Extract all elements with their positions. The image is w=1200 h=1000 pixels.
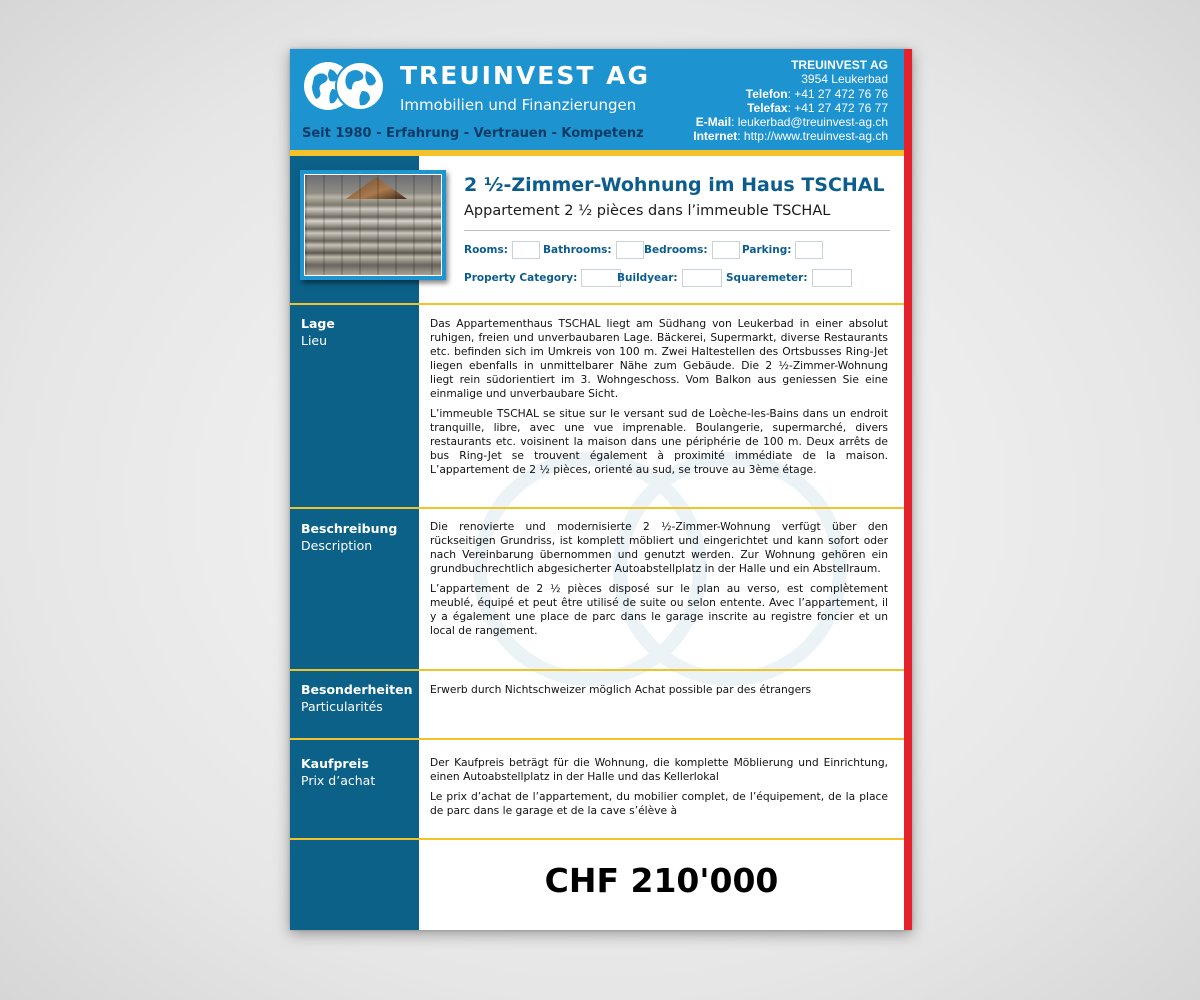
lage-title-de: Lage bbox=[301, 316, 335, 331]
email-value[interactable]: : leukerbad@treuinvest-ag.ch bbox=[731, 115, 888, 130]
phone-label: Telefon bbox=[745, 86, 788, 101]
field-bedrooms bbox=[644, 241, 740, 259]
phone-value: : +41 27 472 76 76 bbox=[787, 86, 888, 101]
rooms-input[interactable] bbox=[512, 241, 540, 259]
brand-subtitle: Immobilien und Finanzierungen bbox=[400, 96, 637, 114]
lage-paragraph-fr: L’immeuble TSCHAL se situe sur le versant sud de Loèche-les-Bains dans un endroit tranquille, libre, avec une vue imprenable. Boulangerie, supermarché, divers restaurants etc. voisinent la maison dans une périphérie de 100 m. Deux arrêts de bus Ring-Jet se trouvent également à proximité immédiate de la maison. L’appartement de 2 ½ pièces, orienté au sud, se trouve au 3ème étage. bbox=[430, 407, 888, 476]
section-divider bbox=[290, 838, 904, 840]
kaufpreis-title-fr: Prix d’achat bbox=[301, 773, 376, 788]
besonderheiten-title-fr: Particularités bbox=[301, 699, 383, 714]
field-buildyear bbox=[617, 269, 722, 287]
beschreibung-paragraph-fr: L’appartement de 2 ½ pièces disposé sur le plan au verso, est complètement meublé, équipé et peut être utilisé de suite ou selon entente. Avec l’appartement, il y a également une place de parc dans le garage inscrite au registre foncier et un local de rangement. bbox=[430, 582, 888, 637]
field-parking bbox=[742, 241, 823, 259]
section-head-lage bbox=[301, 315, 335, 349]
fax-label: Telefax bbox=[747, 100, 788, 115]
kaufpreis-paragraph-de: Der Kaufpreis beträgt für die Wohnung, die komplette Möblierung und Einrichtung, einen Autoabstellplatz in der Halle und das Kellerlokal bbox=[430, 756, 888, 783]
rooms-label: Rooms: bbox=[464, 244, 508, 256]
section-divider bbox=[290, 507, 904, 509]
price-value: CHF 210'000 bbox=[544, 861, 779, 900]
contact-phone-line bbox=[693, 87, 888, 101]
contact-block bbox=[693, 58, 888, 144]
buildyear-label: Buildyear: bbox=[617, 272, 678, 284]
field-squaremeter bbox=[726, 269, 852, 287]
listing-title: 2 ½-Zimmer-Wohnung im Haus TSCHAL bbox=[464, 174, 885, 196]
tagline: Seit 1980 - Erfahrung - Vertrauen - Kompetenz bbox=[302, 126, 644, 141]
title-divider bbox=[464, 230, 890, 231]
property-category-label: Property Category: bbox=[464, 272, 578, 284]
squaremeter-input[interactable] bbox=[812, 269, 852, 287]
section-divider bbox=[290, 738, 904, 740]
bathrooms-input[interactable] bbox=[616, 241, 644, 259]
listing-subtitle: Appartement 2 ½ pièces dans l’immeuble TSCHAL bbox=[464, 203, 831, 219]
section-body-besonderheiten bbox=[430, 683, 888, 703]
kaufpreis-paragraph-fr: Le prix d’achat de l’appartement, du mobilier complet, de l’équipement, de la place de parc dans le garage et de la cave s’élève à bbox=[430, 790, 888, 817]
contact-company: TREUINVEST AG bbox=[791, 58, 888, 72]
property-photo bbox=[304, 174, 442, 276]
lage-paragraph-de: Das Appartementhaus TSCHAL liegt am Südhang von Leukerbad in einer absolut ruhigen, freien und unverbaubaren Lage. Bäckerei, Supermarkt, diverse Restaurants etc. befinden sich im Umkreis von 100 m. Zwei Haltestellen des Ortsbusses Ring-Jet liegen ebenfalls in unmittelbarer Nähe zum Gebäude. Die 2 ½-Zimmer-Wohnung liegt rein südorientiert im 3. Wohngeschoss. Vom Balkon aus geniessen Sie eine einmalige und unverbaubare Sicht. bbox=[430, 317, 888, 400]
bedrooms-input[interactable] bbox=[712, 241, 740, 259]
section-body-beschreibung bbox=[430, 520, 888, 644]
squaremeter-label: Squaremeter: bbox=[726, 272, 808, 284]
web-value[interactable]: : http://www.treuinvest-ag.ch bbox=[737, 129, 888, 144]
buildyear-input[interactable] bbox=[682, 269, 722, 287]
header-banner bbox=[290, 49, 904, 150]
section-head-beschreibung bbox=[301, 520, 397, 554]
field-property-category bbox=[464, 269, 621, 287]
section-divider bbox=[290, 303, 904, 305]
bedrooms-label: Bedrooms: bbox=[644, 244, 708, 256]
kaufpreis-title-de: Kaufpreis bbox=[301, 756, 369, 771]
parking-input[interactable] bbox=[795, 241, 823, 259]
brand-name: TREUINVEST AG bbox=[400, 61, 650, 90]
flyer-sheet bbox=[290, 49, 912, 930]
field-rooms bbox=[464, 241, 540, 259]
contact-email-line bbox=[693, 115, 888, 129]
section-divider bbox=[290, 669, 904, 671]
fax-value: : +41 27 472 76 77 bbox=[787, 100, 888, 115]
field-bathrooms bbox=[543, 241, 644, 259]
beschreibung-title-de: Beschreibung bbox=[301, 521, 398, 536]
beschreibung-paragraph-de: Die renovierte und modernisierte 2 ½-Zimmer-Wohnung verfügt über den rückseitigen Grundriss, ist komplett möbliert und eingerichtet und kann sofort oder nach Vereinbarung übernommen und genutzt werden. Zur Wohnung gehören ein grundbuchrechtlich abgesicherter Autoabstellplatz in der Halle und ein Abstellraum. bbox=[430, 520, 888, 575]
contact-city: 3954 Leukerbad bbox=[801, 72, 888, 87]
lage-title-fr: Lieu bbox=[301, 333, 328, 348]
twin-globes-icon bbox=[302, 59, 388, 113]
email-label: E-Mail bbox=[695, 115, 732, 130]
section-body-lage bbox=[430, 317, 888, 483]
web-label: Internet bbox=[693, 129, 738, 144]
contact-fax-line bbox=[693, 101, 888, 115]
section-head-kaufpreis bbox=[301, 755, 375, 789]
besonderheiten-title-de: Besonderheiten bbox=[301, 682, 413, 697]
bathrooms-label: Bathrooms: bbox=[543, 244, 612, 256]
beschreibung-title-fr: Description bbox=[301, 538, 373, 553]
section-head-besonderheiten bbox=[301, 681, 413, 715]
property-category-input[interactable] bbox=[581, 269, 621, 287]
besonderheiten-paragraph: Erwerb durch Nichtschweizer möglich Achat possible par des étrangers bbox=[430, 683, 812, 696]
section-body-kaufpreis bbox=[430, 756, 888, 824]
property-photo-frame bbox=[300, 170, 446, 280]
parking-label: Parking: bbox=[742, 244, 792, 256]
contact-web-line bbox=[693, 129, 888, 143]
red-edge-stripe bbox=[904, 49, 912, 930]
